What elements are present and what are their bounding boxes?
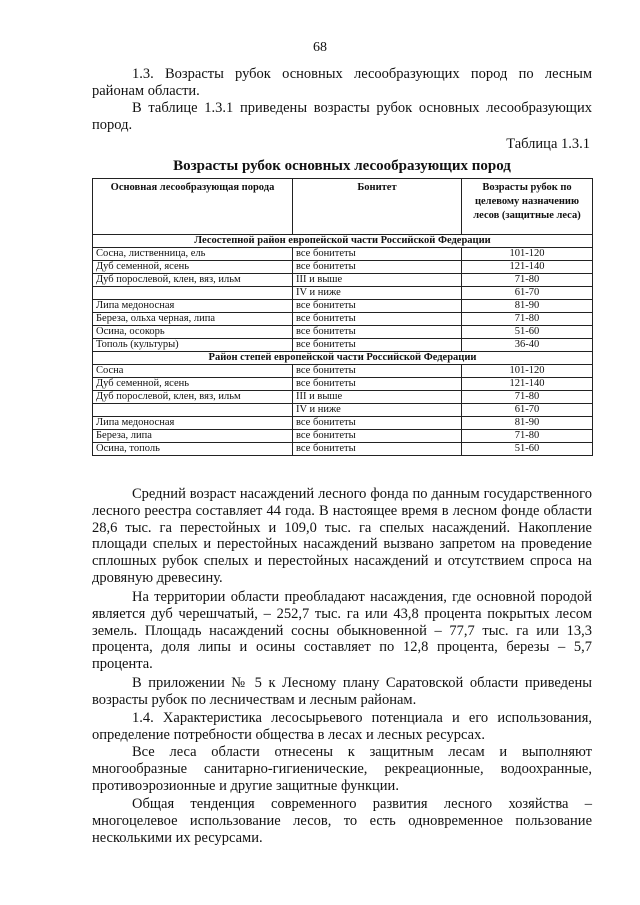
appendix-reference-paragraph: В приложении № 5 к Лесному плану Саратовской области приведены возрасты рубок по лесничествам и лесным районам. [92,675,592,708]
age-cell: 71-80 [462,430,593,443]
species-cell: Дуб порослевой, клен, вяз, ильм [93,274,293,287]
bonitet-cell: все бонитеты [293,443,462,456]
age-cell: 51-60 [462,326,593,339]
bonitet-cell: все бонитеты [293,365,462,378]
species-cell: Липа медоносная [93,300,293,313]
species-share-paragraph: На территории области преобладают насаждения, где основной породой является дуб черешчатый, – 252,7 тыс. га или 43,8 процента покрытых лесом земель. Площадь насаждений сосны обыкновенной – 77,7 тыс. га или 13,3 процента, доля липы и осины составляет по 12,8 процента, березы – 5,7 процента. [92,589,592,673]
bonitet-cell: все бонитеты [293,430,462,443]
age-cell: 81-90 [462,300,593,313]
bonitet-cell: все бонитеты [293,326,462,339]
table-row [93,274,593,287]
species-cell [93,287,293,300]
age-cell: 101-120 [462,248,593,261]
cutting-age-table [92,178,593,456]
table-row [93,313,593,326]
bonitet-cell: все бонитеты [293,417,462,430]
table-row [93,326,593,339]
species-cell: Осина, тополь [93,443,293,456]
region-row [93,235,593,248]
age-cell: 81-90 [462,417,593,430]
species-cell: Береза, липа [93,430,293,443]
species-cell: Сосна, лиственница, ель [93,248,293,261]
average-age-paragraph: Средний возраст насаждений лесного фонда по данным государственного лесного реестра составляет 44 года. В настоящее время в лесном фонде области 28,6 тыс. га перестойных и 109,0 тыс. га спелых насаждений. Накопление площади спелых и перестойных насаждений вызвано запретом на проведение сплошных рубок спелых и перестойных насаждений и отсутствием спроса на дровяную древесину. [92,486,592,586]
bonitet-cell: все бонитеты [293,339,462,352]
region-row [93,352,593,365]
bonitet-cell: все бонитеты [293,313,462,326]
table-row [93,339,593,352]
table-row [93,417,593,430]
table-row [93,365,593,378]
table-row [93,248,593,261]
table-row [93,404,593,417]
species-cell: Осина, осокорь [93,326,293,339]
species-cell: Тополь (культуры) [93,339,293,352]
page-number: 68 [313,40,327,55]
age-cell: 121-140 [462,378,593,391]
table-row [93,287,593,300]
age-cell: 36-40 [462,339,593,352]
table-title: Возрасты рубок основных лесообразующих пород [173,158,511,174]
species-cell [93,404,293,417]
age-cell: 71-80 [462,313,593,326]
age-cell: 61-70 [462,404,593,417]
table-intro-paragraph: В таблице 1.3.1 приведены возрасты рубок основных лесообразующих пород. [92,100,592,133]
general-trend-paragraph: Общая тенденция современного развития лесного хозяйства – многоцелевое использование лесов, то есть одновременное пользование несколькими их ресурсами. [92,796,592,846]
bonitet-cell: IV и ниже [293,404,462,417]
section-1-4-heading: 1.4. Характеристика лесосырьевого потенциала и его использования, определение потребности общества в лесах и лесных ресурсах. [92,710,592,743]
bonitet-cell: все бонитеты [293,248,462,261]
header-species: Основная лесообразующая порода [93,179,293,235]
bonitet-cell: все бонитеты [293,300,462,313]
age-cell: 121-140 [462,261,593,274]
table-row [93,443,593,456]
age-cell: 51-60 [462,443,593,456]
species-cell: Береза, ольха черная, липа [93,313,293,326]
protective-forests-paragraph: Все леса области отнесены к защитным лесам и выполняют многообразные санитарно-гигиенические, рекреационные, водоохранные, противоэрозионные и другие защитные функции. [92,744,592,794]
age-cell: 101-120 [462,365,593,378]
age-cell: 71-80 [462,274,593,287]
table-row [93,378,593,391]
region-name: Лесостепной район европейской части Российской Федерации [93,235,593,248]
species-cell: Липа медоносная [93,417,293,430]
species-cell: Дуб порослевой, клен, вяз, ильм [93,391,293,404]
table-row [93,300,593,313]
region-name: Район степей европейской части Российской Федерации [93,352,593,365]
bonitet-cell: III и выше [293,274,462,287]
species-cell: Дуб семенной, ясень [93,261,293,274]
section-1-3-heading: 1.3. Возрасты рубок основных лесообразующих пород по лесным районам области. [92,66,592,99]
bonitet-cell: все бонитеты [293,378,462,391]
bonitet-cell: III и выше [293,391,462,404]
bonitet-cell: все бонитеты [293,261,462,274]
age-cell: 71-80 [462,391,593,404]
table-row [93,261,593,274]
table-label: Таблица 1.3.1 [506,136,590,152]
age-cell: 61-70 [462,287,593,300]
species-cell: Дуб семенной, ясень [93,378,293,391]
table-row [93,430,593,443]
header-age: Возрасты рубок по целевому назначению лесов (защитные леса) [462,179,593,235]
bonitet-cell: IV и ниже [293,287,462,300]
table-row [93,391,593,404]
header-bonitet: Бонитет [293,179,462,235]
species-cell: Сосна [93,365,293,378]
